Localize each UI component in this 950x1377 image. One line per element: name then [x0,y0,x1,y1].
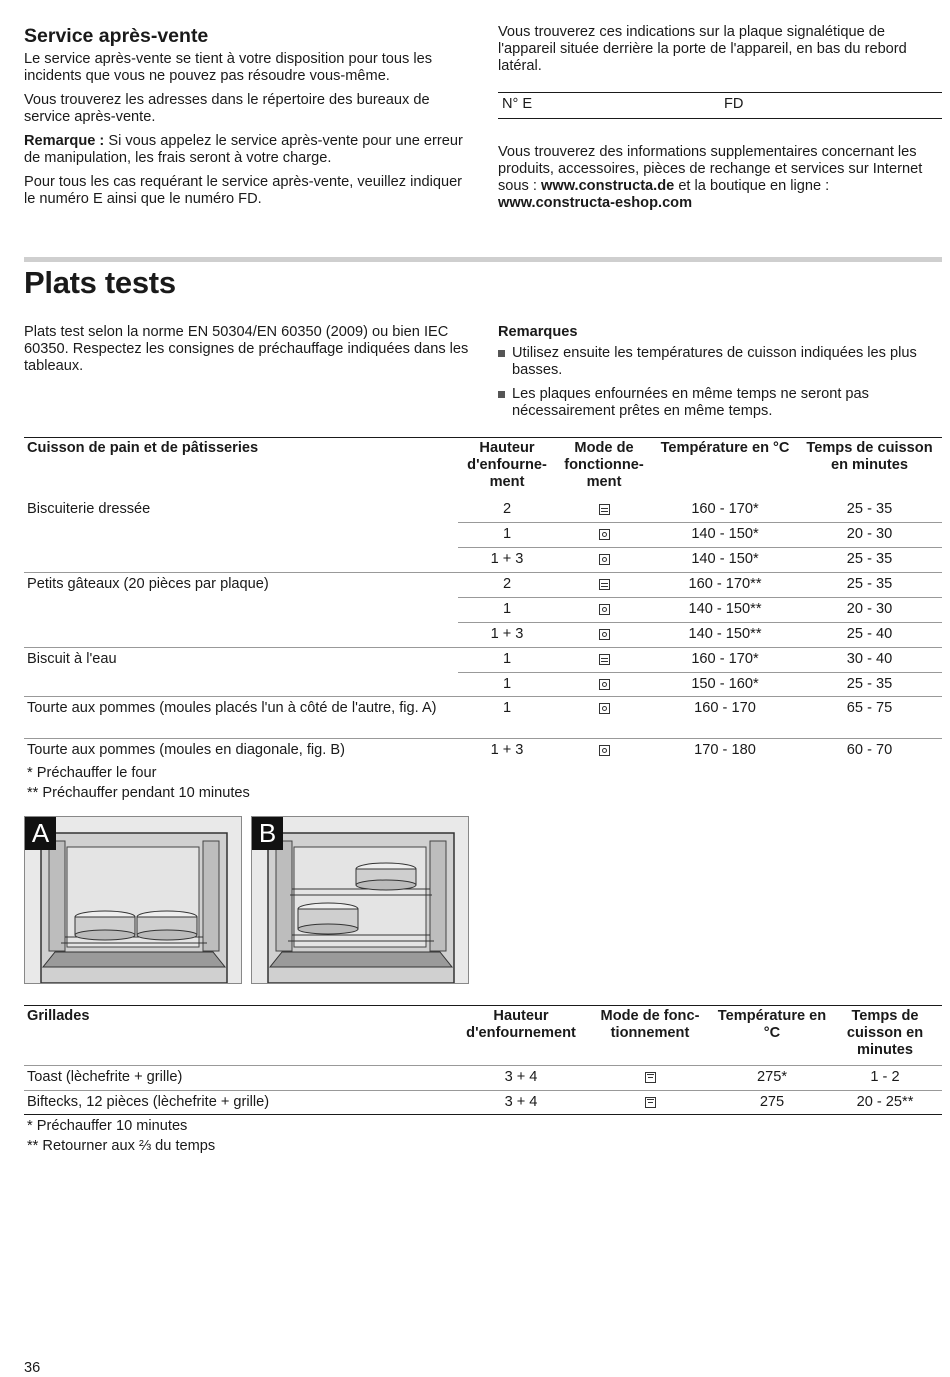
service-title: Service après-vente [24,25,209,47]
table-cell-temp: 160 - 170 [694,700,756,716]
table-cell-dish: Petits gâteaux (20 pièces par plaque) [27,576,269,592]
table-cell-mode [557,676,651,693]
table-cell-mode [557,651,651,668]
table-cell-height: 1 [502,651,512,667]
section-divider [24,257,942,262]
table-cell-time: 20 - 25** [856,1094,914,1110]
hot-air-mode-icon [599,529,610,540]
figure-b [251,816,469,984]
oven-illustration-a [25,817,242,984]
page-number: 36 [24,1360,41,1376]
table-cell-mode [557,526,651,543]
table1-footnote-2: ** Préchauffer pendant 10 minutes [27,785,250,801]
plate-text: Vous trouverez ces indications sur la plaque signalétique de l'appareil située derrière la porte de l'appareil, en bas du rebord latéral. [498,24,907,74]
table-cell-time: 20 - 30 [846,601,893,617]
remarks-list [498,345,942,420]
table-row-rule [458,522,942,523]
table-cell-time: 60 - 70 [846,742,893,758]
figure-a [24,816,242,984]
service-paragraph-2: Vous trouverez les adresses dans le répertoire des bureaux de service après-vente. [24,92,430,125]
table1-header-dish: Cuisson de pain et de pâtisseries [27,440,259,456]
service-paragraph-4: Pour tous les cas requérant le service après-vente, veuillez indiquer le numéro E ainsi que le numéro FD. [24,174,463,207]
service-section [24,24,470,215]
table-cell-height: 2 [502,501,512,517]
hot-air-mode-icon [599,554,610,565]
top-bottom-heat-icon [599,654,610,665]
hot-air-mode-icon [599,679,610,690]
table-cell-height: 1 [502,601,512,617]
table-cell-dish: Biftecks, 12 pièces (lèchefrite + grille) [27,1094,270,1110]
table-cell-mode [557,626,651,643]
online-info-text [498,144,942,212]
table2-footnote-2: ** Retourner aux ⅔ du temps [27,1138,216,1154]
remark-item-text: Les plaques enfournées en même temps ne seront pas nécessairement prêtes en même temps. [512,386,869,419]
fd-number-label: FD [724,96,744,112]
table-cell-time: 25 - 35 [846,576,893,592]
hot-air-mode-icon [599,703,610,714]
e-number-label: N° E [502,96,533,112]
remarks-block [498,324,942,427]
table-cell-temp: 275* [756,1069,788,1085]
table-row-rule [458,622,942,623]
table-cell-time: 25 - 35 [846,676,893,692]
table-cell-height: 1 [502,700,512,716]
hot-air-mode-icon [599,604,610,615]
remark-label: Remarque : [24,133,105,149]
table2-header-dish: Grillades [27,1008,90,1024]
bullet-icon [498,391,505,398]
online-info-part-1: Vous trouverez des informations supplementaires concernant les produits, accessoires, pièces de rechange et services sur Internet sous : [498,144,923,194]
table2-header-temp: Température en °C [717,1008,827,1041]
table1-header-height: Hauteur d'enfourne-ment [467,440,547,490]
table-cell-mode [557,501,651,518]
plate-rule-bottom [498,118,942,119]
table2-footnote-1: * Préchauffer 10 minutes [27,1118,188,1134]
plate-rule-top [498,92,942,93]
table-cell-dish: Biscuiterie dressée [27,501,151,517]
table-row-rule [24,1090,942,1091]
table-cell-temp: 140 - 150* [691,551,759,567]
table-cell-height: 1 + 3 [490,551,524,567]
eshop-link[interactable]: www.constructa-eshop.com [498,195,693,211]
service-remark [24,133,470,167]
table-cell-mode [557,551,651,568]
table-cell-temp: 150 - 160* [691,676,759,692]
remark-item [498,345,942,379]
table-cell-dish: Toast (lèchefrite + grille) [27,1069,183,1085]
table-cell-height: 3 + 4 [504,1069,538,1085]
table-cell-mode [592,1094,708,1111]
grill-mode-icon [645,1072,656,1083]
table-cell-temp: 275 [759,1094,785,1110]
table-cell-height: 1 + 3 [490,742,524,758]
table-cell-time: 1 - 2 [870,1069,900,1085]
table-cell-time: 30 - 40 [846,651,893,667]
table1-header-time: Temps de cuisson en minutes [806,440,933,473]
online-info [498,144,942,212]
table-cell-time: 25 - 35 [846,501,893,517]
table-cell-height: 3 + 4 [504,1094,538,1110]
remark-text: Si vous appelez le service après-vente pour une erreur de manipulation, les frais seront à votre charge. [24,133,463,166]
table-cell-temp: 140 - 150* [691,526,759,542]
remark-item-text: Utilisez ensuite les températures de cuisson indiquées les plus basses. [512,345,917,378]
figure-a-label: A [25,817,56,850]
table-cell-temp: 160 - 170** [688,576,762,592]
figure-b-label: B [252,817,283,850]
top-bottom-heat-icon [599,579,610,590]
table-cell-temp: 170 - 180 [694,742,756,758]
table-cell-temp: 160 - 170* [691,501,759,517]
table-cell-mode [557,700,651,717]
table2-header-height: Hauteur d'enfournement [466,1008,576,1041]
table-row-rule [458,547,942,548]
table1-top-rule [24,437,942,438]
table-cell-height: 1 [502,676,512,692]
bullet-icon [498,350,505,357]
online-info-part-2: et la boutique en ligne : [674,178,830,194]
table2-header-time: Temps de cuisson en minutes [846,1008,924,1058]
plats-title: Plats tests [24,265,176,300]
table-cell-time: 20 - 30 [846,526,893,542]
table-row-rule [24,647,942,648]
table1-header-mode: Mode de fonctionne-ment [564,440,644,490]
oven-illustration-b [252,817,469,984]
hot-air-mode-icon [599,745,610,756]
table-row-rule [458,597,942,598]
table-cell-dish: Biscuit à l'eau [27,651,117,667]
table-cell-height: 1 + 3 [490,626,524,642]
table2-top-rule [24,1005,942,1006]
table-cell-temp: 160 - 170* [691,651,759,667]
hot-air-mode-icon [599,629,610,640]
table1-footnote-1: * Préchauffer le four [27,765,157,781]
table-cell-height: 1 [502,526,512,542]
table-cell-time: 25 - 35 [846,551,893,567]
table-cell-temp: 140 - 150** [688,626,762,642]
table2-header-rule [24,1065,942,1066]
table2-header-mode: Mode de fonc-tionnement [600,1008,700,1041]
table-row-rule [24,572,942,573]
table-row-rule [24,696,942,697]
table-cell-time: 65 - 75 [846,700,893,716]
plats-intro: Plats test selon la norme EN 50304/EN 60350 (2009) ou bien IEC 60350. Respectez les consignes de préchauffage indiquées dans les tableaux. [24,324,469,374]
table-cell-dish: Tourte aux pommes (moules en diagonale, fig. B) [27,742,345,758]
service-paragraph-1: Le service après-vente se tient à votre disposition pour tous les incidents que vous ne pouvez pas résoudre vous-même. [24,51,433,84]
remark-item [498,386,942,420]
table-cell-mode [557,742,651,759]
constructa-link[interactable]: www.constructa.de [541,178,675,194]
table-cell-mode [592,1069,708,1086]
remarks-title: Remarques [498,324,578,340]
table-row-rule [24,738,942,739]
table-cell-mode [557,576,651,593]
table2-bottom-rule [24,1114,942,1115]
table1-header-temp: Température en °C [660,440,790,456]
table-cell-mode [557,601,651,618]
grill-mode-icon [645,1097,656,1108]
table-row-rule [458,672,942,673]
plate-info [498,24,942,75]
table-cell-height: 2 [502,576,512,592]
top-bottom-heat-icon [599,504,610,515]
table-cell-temp: 140 - 150** [688,601,762,617]
table-cell-dish: Tourte aux pommes (moules placés l'un à côté de l'autre, fig. A) [27,700,437,716]
table-cell-time: 25 - 40 [846,626,893,642]
